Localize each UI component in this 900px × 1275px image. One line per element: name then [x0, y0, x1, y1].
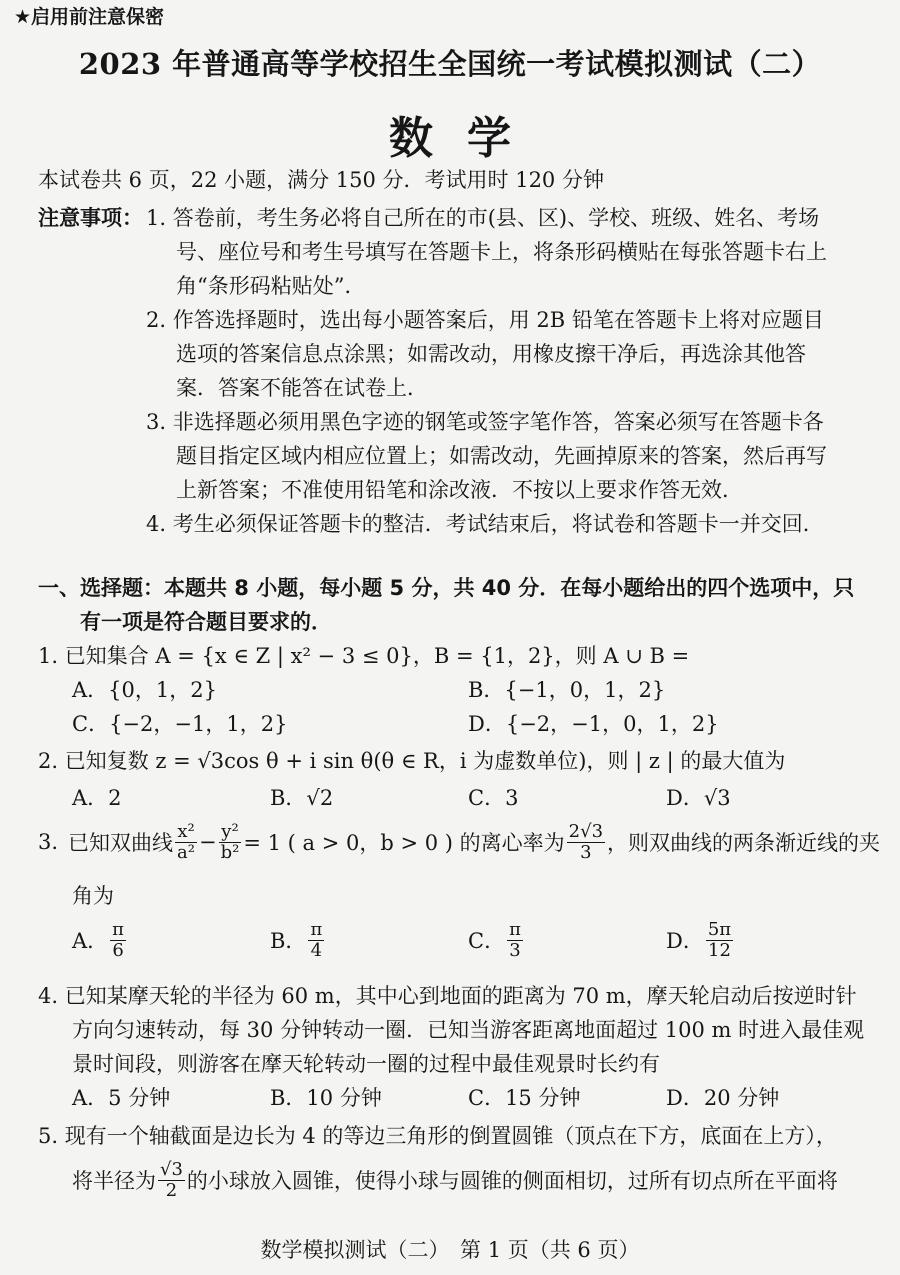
note-3-line-3: 上新答案；不准使用铅笔和涂改液．不按以上要求作答无效．: [176, 478, 743, 502]
section-1-heading: 一、选择题：本题共 8 小题，每小题 5 分，共 40 分．在每小题给出的四个选项中，只: [38, 576, 855, 600]
q3-option-d-fraction: [706, 920, 733, 961]
q3-stem-post: ，则双曲线的两条渐近线的夹: [607, 831, 881, 856]
q2-stem: 2. 已知复数 z = √3cos θ + i sin θ(θ ∈ R，i 为虚数单位)，则 | z | 的最大值为: [38, 749, 786, 773]
note-2-line-2: 选项的答案信息点涂黑；如需改动，用橡皮擦干净后，再选涂其他答: [176, 342, 806, 366]
q3-option-d-label: D．: [666, 929, 704, 954]
notes-label: 注意事项：: [38, 206, 143, 230]
q2-option-b: B．√2: [270, 786, 334, 810]
q3-option-b: [270, 920, 326, 961]
q4-stem-line-3: 景时间段，则游客在摩天轮转动一圈的过程中最佳观景时长约有: [72, 1052, 660, 1076]
note-2-line-3: 案．答案不能答在试卷上．: [176, 376, 428, 400]
q3-option-a-den: 6: [112, 939, 124, 961]
confidential-mark: ★启用前注意保密: [14, 6, 165, 28]
note-1-line-1: 1. 答卷前，考生务必将自己所在的市(县、区)、学校、班级、姓名、考场: [146, 206, 820, 230]
q2-option-c: C．3: [468, 786, 519, 810]
q3-option-c-label: C．: [468, 929, 506, 954]
q3-option-c-den: 3: [509, 939, 521, 961]
q4-option-a: A．5 分钟: [72, 1086, 171, 1110]
q3-option-b-label: B．: [270, 929, 307, 954]
q1-option-b: B．{−1，0，1，2}: [468, 678, 666, 702]
q3-option-a-num: π: [112, 919, 125, 940]
note-1-line-2: 号、座位号和考生号填写在答题卡上，将条形码横贴在每张答题卡右上: [176, 240, 827, 264]
q1-stem: 1. 已知集合 A = {x ∈ Z | x² − 3 ≤ 0}，B = {1，2}，则 A ∪ B =: [38, 644, 690, 668]
subject-title: 数学: [389, 113, 545, 164]
note-3-line-1: 3. 非选择题必须用黑色字迹的钢笔或签字笔作答，答案必须写在答题卡各: [146, 410, 824, 434]
q3-fraction-e: [567, 822, 605, 863]
q3-option-d-num: 5π: [707, 919, 732, 940]
q3-number: 3.: [38, 830, 59, 855]
q3-fraction-x-den: a²: [177, 841, 195, 863]
q1-option-d: D．{−2，−1，0，1，2}: [468, 712, 719, 736]
q1-option-c: C．{−2，−1，1，2}: [72, 712, 288, 736]
q5-fraction-r: [158, 1160, 185, 1201]
q4-option-c: C．15 分钟: [468, 1086, 581, 1110]
note-4-line-1: 4. 考生必须保证答题卡的整洁．考试结束后，将试卷和答题卡一并交回．: [146, 512, 824, 536]
q3-option-a-label: A．: [72, 929, 109, 954]
q3-stem-mid: = 1 ( a > 0，b > 0 ) 的离心率为: [243, 831, 565, 856]
q3-fraction-y: [219, 822, 242, 863]
note-2-line-1: 2. 作答选择题时，选出每小题答案后，用 2B 铅笔在答题卡上将对应题目: [146, 308, 824, 332]
note-3-line-2: 题目指定区域内相应位置上；如需改动，先画掉原来的答案，然后再写: [176, 444, 827, 468]
q4-option-b: B．10 分钟: [270, 1086, 382, 1110]
q3-option-b-num: π: [310, 919, 323, 940]
q3-fraction-x: [175, 822, 197, 863]
q3-option-c-fraction: [507, 920, 523, 961]
q5-stem-post: 的小球放入圆锥，使得小球与圆锥的侧面相切，过所有切点所在平面将: [186, 1169, 838, 1194]
section-1-heading-cont: 有一项是符合题目要求的．: [80, 610, 332, 634]
q3-option-c-num: π: [509, 919, 521, 940]
exam-title: 2023 年普通高等学校招生全国统一考试模拟测试（二）: [78, 47, 822, 81]
q3-option-a-fraction: [110, 920, 126, 961]
q3-fraction-e-num: 2√3: [568, 821, 604, 842]
q3-stem: [38, 822, 880, 863]
q5-stem-line-2: [72, 1160, 838, 1201]
q3-fraction-e-den: 3: [580, 841, 592, 863]
q3-option-b-den: 4: [310, 939, 323, 961]
q3-stem-pre: 已知双曲线: [68, 831, 174, 856]
q5-stem-line-1: 5. 现有一个轴截面是边长为 4 的等边三角形的倒置圆锥（顶点在下方，底面在上方），: [38, 1124, 837, 1148]
q4-stem-line-2: 方向匀速转动，每 30 分钟转动一圈．已知当游客距离地面超过 100 m 时进入最佳观: [72, 1018, 865, 1042]
q5-fraction-r-den: 2: [165, 1179, 178, 1201]
exam-intro: 本试卷共 6 页，22 小题，满分 150 分．考试用时 120 分钟: [38, 168, 604, 192]
q3-option-d-den: 12: [708, 939, 731, 961]
q4-option-d: D．20 分钟: [666, 1086, 780, 1110]
q3-option-b-fraction: [308, 920, 324, 961]
q2-option-d: D．√3: [666, 786, 731, 810]
q3-stem-line-2: 角为: [72, 884, 114, 908]
page-footer: 数学模拟测试（二） 第 1 页（共 6 页）: [260, 1238, 640, 1262]
q3-option-c: [468, 920, 525, 961]
q3-option-d: [666, 920, 735, 961]
q1-option-a: A．{0，1，2}: [72, 678, 217, 702]
q3-minus: −: [199, 830, 217, 855]
q2-option-a: A．2: [72, 786, 122, 810]
q5-fraction-r-num: √3: [160, 1159, 183, 1180]
q3-fraction-y-num: y²: [221, 821, 239, 842]
q5-stem-pre: 将半径为: [72, 1169, 156, 1194]
note-1-line-3: 角“条形码粘贴处”．: [176, 274, 366, 298]
q3-fraction-y-den: b²: [220, 841, 240, 863]
q3-fraction-x-num: x²: [177, 821, 195, 842]
q3-option-a: [72, 920, 128, 961]
q4-stem-line-1: 4. 已知某摩天轮的半径为 60 m，其中心到地面的距离为 70 m，摩天轮启动后按逆时针: [38, 984, 857, 1008]
